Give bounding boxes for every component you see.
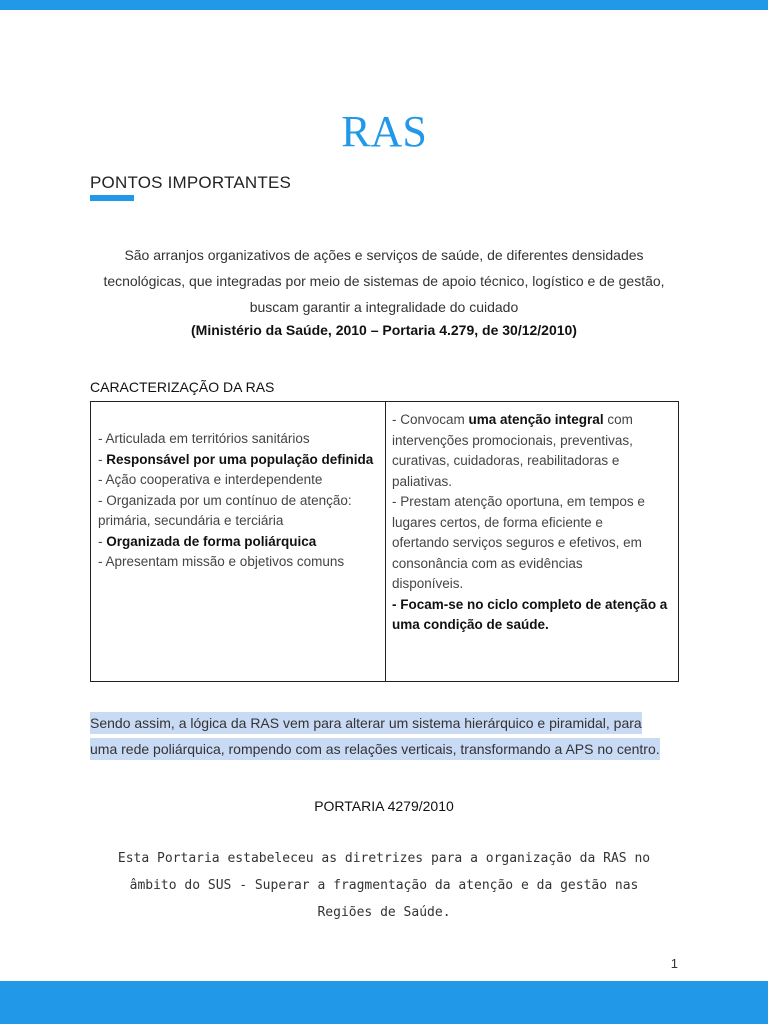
- list-item-continuation: ofertando serviços seguros e efetivos, em: [392, 535, 642, 550]
- list-item: - Organizada por um contínuo de atenção:: [98, 492, 352, 508]
- emphasis-text: Organizada de forma poliárquica: [106, 533, 317, 549]
- list-item-continuation: uma condição de saúde.: [392, 617, 549, 632]
- list-item-continuation: intervenções promocionais, preventivas,: [392, 432, 633, 448]
- intro-line: buscam garantir a integralidade do cuidado: [249, 299, 519, 315]
- intro-line: São arranjos organizativos de ações e serviços de saúde, de diferentes densidades: [124, 247, 644, 263]
- characterization-table: [90, 401, 679, 682]
- table-cell-left: [91, 402, 386, 682]
- highlighted-paragraph: [90, 710, 690, 762]
- list-item: - Prestam atenção oportuna, em tempos e: [392, 494, 645, 509]
- intro-paragraph: [90, 242, 678, 320]
- section-heading-underline: [90, 195, 134, 201]
- section-heading: PONTOS IMPORTANTES: [90, 173, 292, 192]
- list-item-continuation: primária, secundária e terciária: [98, 513, 284, 528]
- portaria-line: Regiões de Saúde.: [317, 905, 451, 920]
- list-item: - Responsável por uma população definida: [98, 451, 374, 467]
- list-item: - Convocam uma atenção integral com: [392, 412, 633, 427]
- list-item-continuation: consonância com as evidências: [392, 555, 583, 571]
- list-item: - Focam-se no ciclo completo de atenção a: [392, 596, 668, 612]
- portaria-heading: PORTARIA 4279/2010: [314, 798, 454, 814]
- table-cell-right: [386, 402, 679, 682]
- highlighted-line: uma rede poliárquica, rompendo com as relações verticais, transformando a APS no centro.: [90, 738, 660, 760]
- list-item: - Apresentam missão e objetivos comuns: [98, 554, 345, 569]
- page-number: 1: [670, 956, 678, 971]
- list-item: - Ação cooperativa e interdependente: [98, 472, 323, 487]
- highlighted-line: Sendo assim, a lógica da RAS vem para alterar um sistema hierárquico e piramidal, para: [90, 712, 642, 734]
- emphasis-text: uma atenção integral: [468, 412, 604, 427]
- portaria-paragraph: [90, 845, 678, 926]
- portaria-line: âmbito do SUS - Superar a fragmentação da atenção e da gestão nas: [129, 878, 639, 893]
- list-item-continuation: curativas, cuidadoras, reabilitadoras e: [392, 453, 620, 468]
- document-title: RAS: [341, 107, 427, 156]
- table-row: [91, 402, 679, 682]
- emphasis-text: Responsável por uma população definida: [106, 451, 374, 467]
- list-item-continuation: disponíveis.: [392, 576, 464, 591]
- table-caption: CARACTERIZAÇÃO DA RAS: [90, 379, 275, 395]
- intro-citation: (Ministério da Saúde, 2010 – Portaria 4.279, de 30/12/2010): [191, 322, 577, 338]
- bottom-accent-bar: [0, 981, 768, 1024]
- list-item-continuation: paliativas.: [392, 473, 453, 489]
- top-accent-bar: [0, 0, 768, 10]
- intro-line: tecnológicas, que integradas por meio de sistemas de apoio técnico, logístico e de gestão,: [103, 273, 665, 289]
- list-item: - Organizada de forma poliárquica: [98, 533, 317, 549]
- list-item-continuation: lugares certos, de forma eficiente e: [392, 514, 603, 530]
- portaria-line: Esta Portaria estabeleceu as diretrizes para a organização da RAS no: [117, 851, 651, 866]
- list-item: - Articulada em territórios sanitários: [98, 431, 310, 446]
